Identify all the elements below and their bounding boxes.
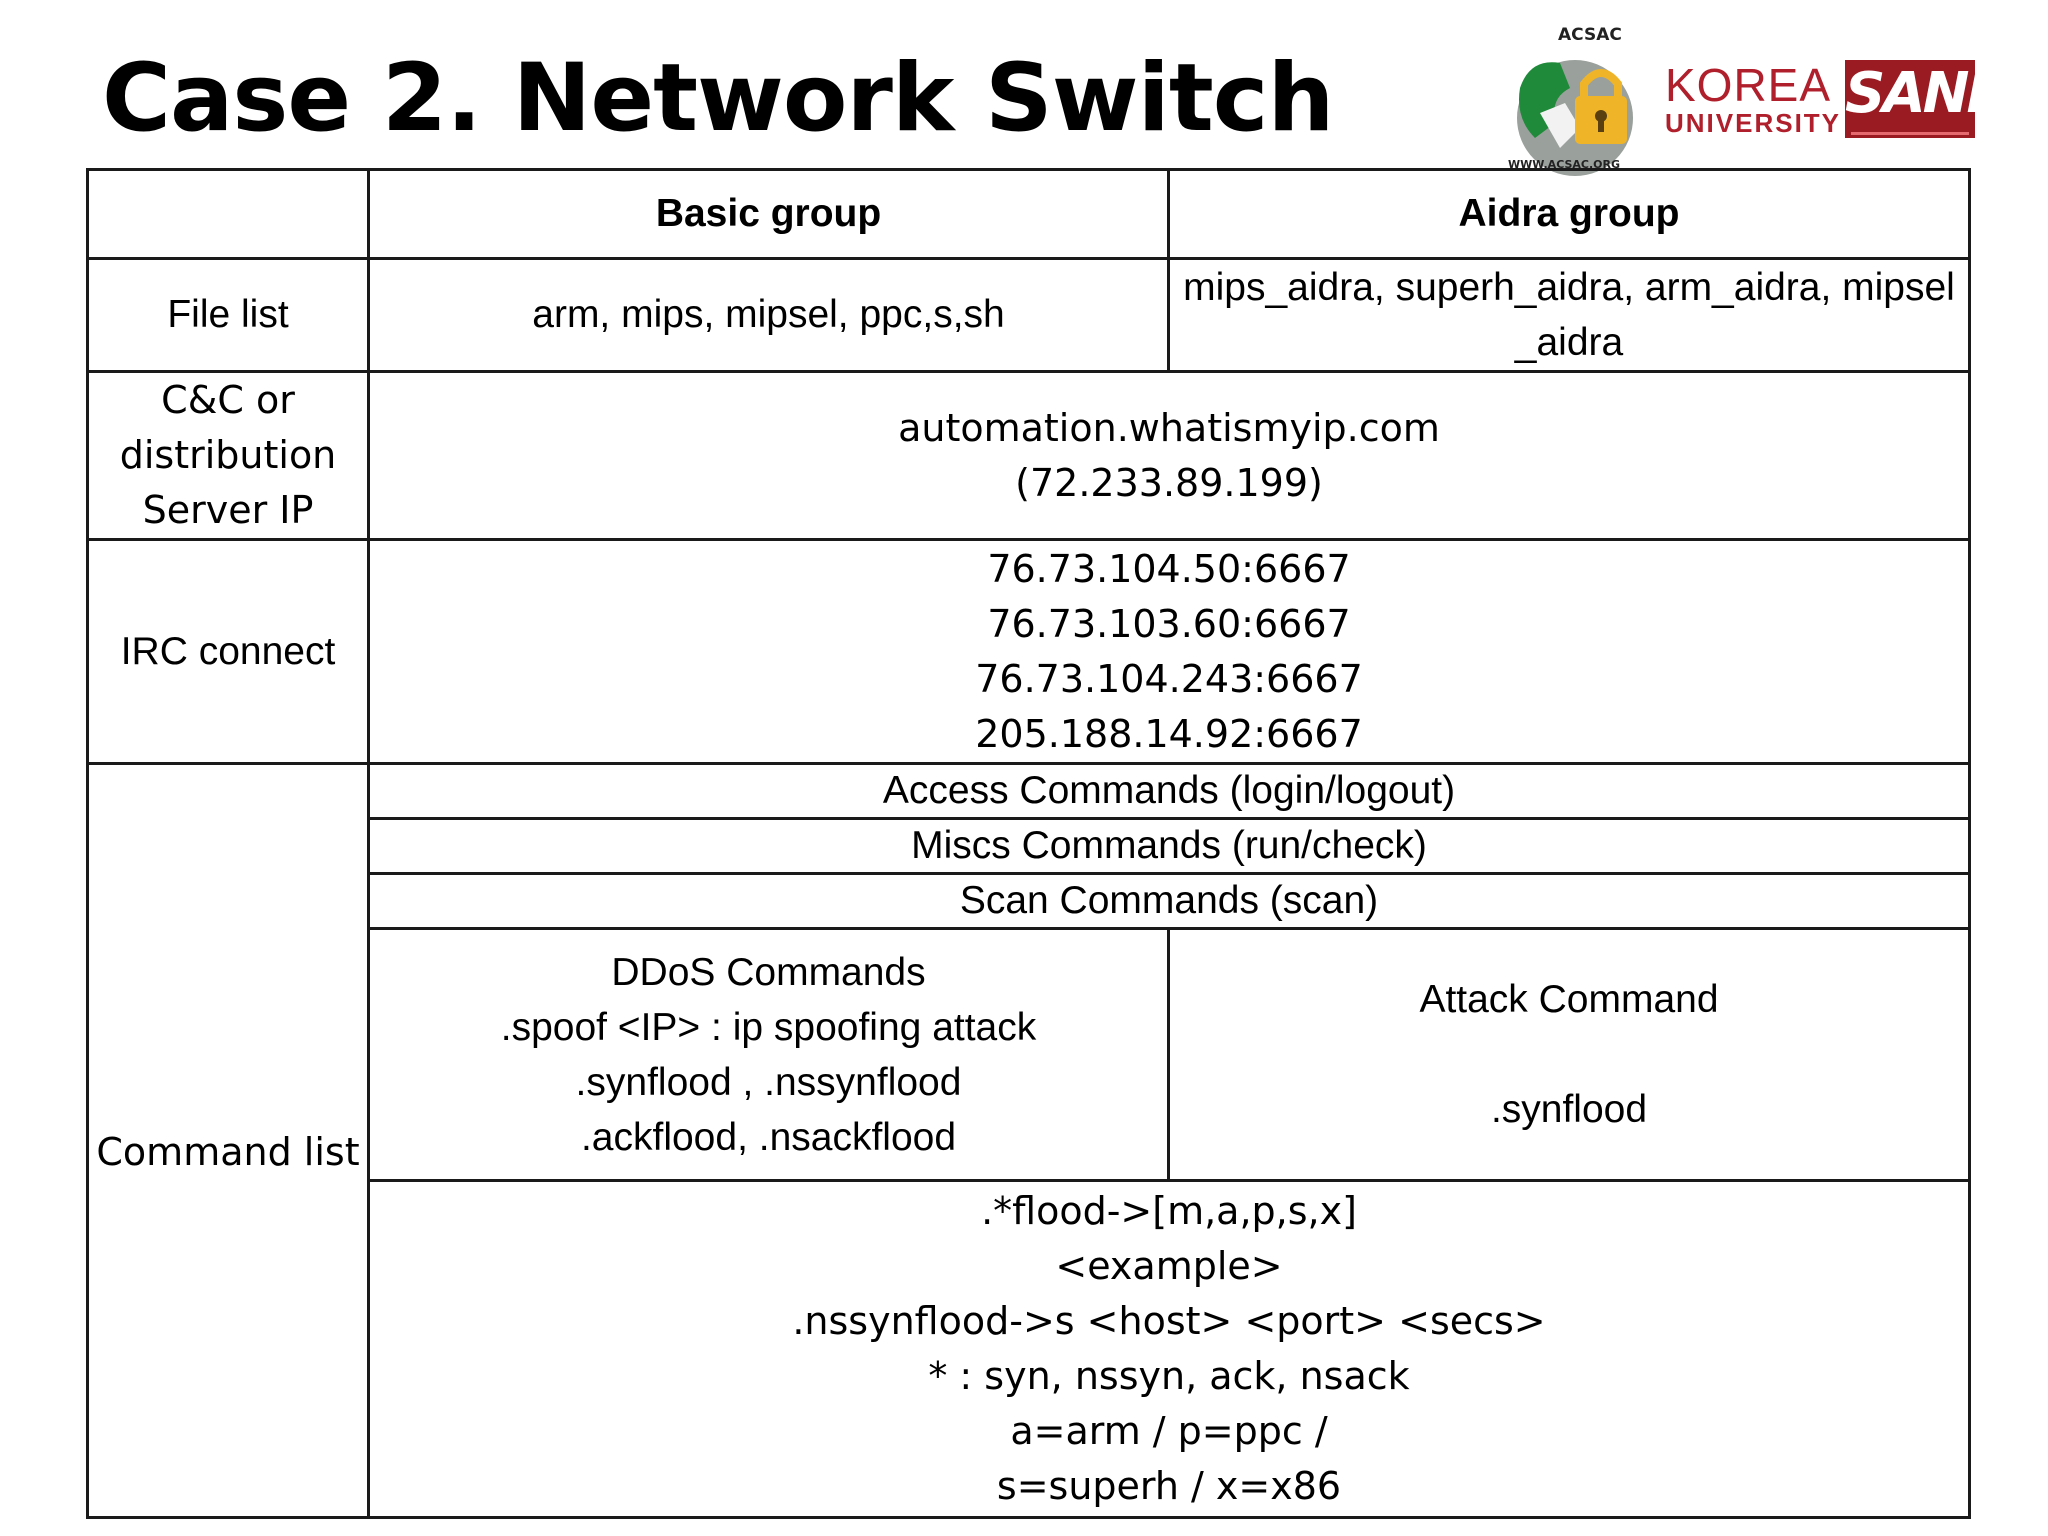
attack-command-spacer bbox=[1174, 1027, 1964, 1082]
logo-area bbox=[1500, 18, 2002, 178]
header-basic-group: Basic group bbox=[369, 170, 1169, 259]
header-corner-cell bbox=[88, 170, 369, 259]
command-list-label: Command list bbox=[88, 764, 369, 1518]
cc-server-value bbox=[369, 372, 1970, 540]
irc-address: 205.188.14.92:6667 bbox=[975, 711, 1363, 756]
network-switch-table bbox=[86, 168, 1971, 1519]
cc-server-label bbox=[88, 372, 369, 540]
ddos-commands-cell bbox=[369, 929, 1169, 1181]
miscs-commands-row bbox=[88, 819, 1970, 874]
ddos-command-line: .synflood , .nssynflood bbox=[575, 1060, 962, 1104]
flood-syntax-line: a=arm / p=ppc / bbox=[1010, 1409, 1328, 1453]
file-list-aidra bbox=[1169, 259, 1970, 372]
acsac-url: WWW.ACSAC.ORG bbox=[1508, 158, 1621, 171]
file-list-row bbox=[88, 259, 1970, 372]
ddos-command-line: DDoS Commands bbox=[611, 950, 926, 994]
file-list-aidra-line: _aidra bbox=[1514, 321, 1624, 364]
ddos-attack-row bbox=[88, 929, 1970, 1181]
acsac-logo-icon bbox=[1500, 18, 1650, 178]
file-list-aidra-line: mips_aidra, superh_aidra, arm_aidra, mipsel bbox=[1183, 266, 1955, 309]
irc-connect-values bbox=[369, 540, 1970, 764]
irc-address: 76.73.104.50:6667 bbox=[987, 546, 1351, 591]
flood-syntax-line: .nssynflood->s <host> <port> <secs> bbox=[792, 1299, 1546, 1343]
flood-syntax-line: <example> bbox=[1055, 1244, 1283, 1288]
korea-university-logo bbox=[1665, 59, 1842, 162]
cc-label-line: C&C or bbox=[161, 378, 295, 422]
lab-logo-underline bbox=[1851, 132, 1969, 135]
irc-address: 76.73.103.60:6667 bbox=[987, 601, 1351, 646]
flood-syntax-line: .*flood->[m,a,p,s,x] bbox=[981, 1189, 1357, 1233]
page-title: Case 2. Network Switch bbox=[102, 44, 1334, 153]
irc-connect-row bbox=[88, 540, 1970, 764]
university-name: KOREA bbox=[1665, 59, 1832, 111]
lab-name: SANE bbox=[1845, 61, 2002, 126]
flood-syntax-line: * : syn, nssyn, ack, nsack bbox=[928, 1354, 1410, 1398]
flood-syntax-row bbox=[88, 1181, 1970, 1518]
scan-commands-row bbox=[88, 874, 1970, 929]
header-aidra-group: Aidra group bbox=[1169, 170, 1970, 259]
irc-connect-label: IRC connect bbox=[88, 540, 369, 764]
attack-command-cell bbox=[1169, 929, 1970, 1181]
access-commands: Access Commands (login/logout) bbox=[369, 764, 1970, 819]
cc-value-line: automation.whatismyip.com bbox=[898, 405, 1440, 450]
access-commands-row bbox=[88, 764, 1970, 819]
file-list-basic: arm, mips, mipsel, ppc,s,sh bbox=[369, 259, 1169, 372]
cc-label-line: distribution bbox=[119, 433, 337, 477]
irc-address: 76.73.104.243:6667 bbox=[975, 656, 1363, 701]
miscs-commands: Miscs Commands (run/check) bbox=[369, 819, 1970, 874]
ddos-command-line: .ackflood, .nsackflood bbox=[580, 1115, 957, 1159]
acsac-text: ACSAC bbox=[1558, 25, 1622, 45]
cc-server-row bbox=[88, 372, 1970, 540]
attack-command-value: .synflood bbox=[1490, 1088, 1648, 1131]
flood-syntax-cell bbox=[369, 1181, 1970, 1518]
file-list-label: File list bbox=[88, 259, 369, 372]
university-subtitle: UNIVERSITY bbox=[1665, 108, 1842, 138]
ddos-command-line: .spoof <IP> : ip spoofing attack bbox=[500, 1005, 1037, 1049]
sane-lab-logo bbox=[1845, 60, 2002, 138]
attack-command-title: Attack Command bbox=[1419, 978, 1719, 1021]
cc-value-line: (72.233.89.199) bbox=[1015, 460, 1323, 505]
cc-label-line: Server IP bbox=[142, 488, 314, 532]
scan-commands: Scan Commands (scan) bbox=[369, 874, 1970, 929]
flood-syntax-line: s=superh / x=x86 bbox=[996, 1464, 1342, 1508]
table-header-row bbox=[88, 170, 1970, 259]
